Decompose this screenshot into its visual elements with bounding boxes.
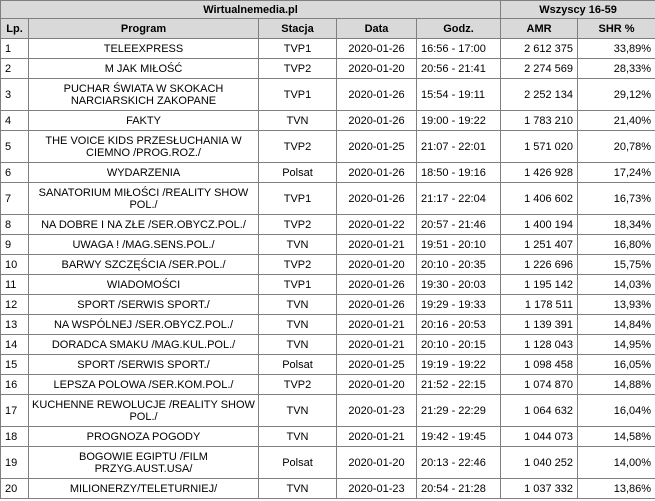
cell-godz: 20:13 - 22:46 [417,447,501,479]
table-row [1,375,655,395]
cell-godz: 20:10 - 20:35 [417,255,501,275]
cell-program: UWAGA ! /MAG.SENS.POL./ [29,235,259,255]
cell-program: PUCHAR ŚWIATA W SKOKACH NARCIARSKICH ZAKOPANE [29,79,259,111]
cell-godz: 21:52 - 22:15 [417,375,501,395]
cell-godz: 20:10 - 20:15 [417,335,501,355]
cell-stacja: TVP2 [259,215,337,235]
cell-godz: 15:54 - 19:11 [417,79,501,111]
column-header-row [1,19,655,39]
cell-lp: 5 [1,131,29,163]
cell-data: 2020-01-26 [337,295,417,315]
cell-shr: 16,80% [578,235,655,255]
source-header-row [1,1,655,19]
table-row [1,479,655,499]
cell-stacja: TVN [259,395,337,427]
table-row [1,111,655,131]
table-row [1,335,655,355]
cell-amr: 1 098 458 [501,355,578,375]
cell-program: MILIONERZY/TELETURNIEJ/ [29,479,259,499]
cell-amr: 1 037 332 [501,479,578,499]
cell-stacja: TVN [259,295,337,315]
cell-lp: 15 [1,355,29,375]
cell-data: 2020-01-20 [337,59,417,79]
cell-shr: 29,12% [578,79,655,111]
cell-data: 2020-01-20 [337,255,417,275]
cell-amr: 2 612 375 [501,39,578,59]
cell-lp: 11 [1,275,29,295]
cell-data: 2020-01-26 [337,275,417,295]
col-header-data: Data [337,19,417,39]
cell-godz: 20:16 - 20:53 [417,315,501,335]
cell-lp: 6 [1,163,29,183]
cell-program: FAKTY [29,111,259,131]
cell-data: 2020-01-26 [337,183,417,215]
cell-lp: 3 [1,79,29,111]
cell-amr: 1 251 407 [501,235,578,255]
cell-stacja: TVP1 [259,79,337,111]
cell-program: SPORT /SERWIS SPORT./ [29,355,259,375]
cell-data: 2020-01-21 [337,235,417,255]
col-header-program: Program [29,19,259,39]
table-row [1,39,655,59]
cell-data: 2020-01-21 [337,315,417,335]
table-row [1,255,655,275]
table-row [1,355,655,375]
cell-program: LEPSZA POLOWA /SER.KOM.POL./ [29,375,259,395]
cell-stacja: TVP2 [259,131,337,163]
cell-amr: 1 044 073 [501,427,578,447]
cell-shr: 21,40% [578,111,655,131]
cell-program: PROGNOZA POGODY [29,427,259,447]
cell-amr: 1 128 043 [501,335,578,355]
cell-amr: 1 074 870 [501,375,578,395]
cell-lp: 1 [1,39,29,59]
cell-lp: 7 [1,183,29,215]
cell-data: 2020-01-25 [337,355,417,375]
cell-data: 2020-01-22 [337,215,417,235]
table-row [1,275,655,295]
cell-data: 2020-01-26 [337,111,417,131]
cell-data: 2020-01-20 [337,375,417,395]
cell-shr: 14,88% [578,375,655,395]
cell-godz: 19:30 - 20:03 [417,275,501,295]
cell-program: NA WSPÓLNEJ /SER.OBYCZ.POL./ [29,315,259,335]
table-row [1,163,655,183]
cell-shr: 14,95% [578,335,655,355]
cell-godz: 19:42 - 19:45 [417,427,501,447]
cell-shr: 15,75% [578,255,655,275]
cell-shr: 14,03% [578,275,655,295]
cell-amr: 1 571 020 [501,131,578,163]
cell-shr: 16,73% [578,183,655,215]
cell-data: 2020-01-23 [337,395,417,427]
cell-program: M JAK MIŁOŚĆ [29,59,259,79]
col-header-stacja: Stacja [259,19,337,39]
table-row [1,183,655,215]
cell-stacja: Polsat [259,355,337,375]
cell-godz: 16:56 - 17:00 [417,39,501,59]
cell-godz: 20:57 - 21:46 [417,215,501,235]
cell-amr: 1 064 632 [501,395,578,427]
col-header-amr: AMR [501,19,578,39]
cell-shr: 16,04% [578,395,655,427]
cell-program: NA DOBRE I NA ZŁE /SER.OBYCZ.POL./ [29,215,259,235]
cell-data: 2020-01-21 [337,335,417,355]
cell-stacja: TVN [259,427,337,447]
cell-shr: 16,05% [578,355,655,375]
cell-stacja: TVN [259,111,337,131]
cell-stacja: TVP2 [259,59,337,79]
cell-amr: 1 426 928 [501,163,578,183]
cell-shr: 28,33% [578,59,655,79]
cell-amr: 1 783 210 [501,111,578,131]
cell-lp: 14 [1,335,29,355]
table-row [1,447,655,479]
cell-godz: 20:54 - 21:28 [417,479,501,499]
cell-lp: 2 [1,59,29,79]
cell-amr: 1 040 252 [501,447,578,479]
cell-lp: 20 [1,479,29,499]
cell-lp: 18 [1,427,29,447]
cell-program: WIADOMOŚCI [29,275,259,295]
cell-lp: 10 [1,255,29,275]
cell-lp: 9 [1,235,29,255]
cell-program: BARWY SZCZĘŚCIA /SER.POL./ [29,255,259,275]
cell-shr: 13,86% [578,479,655,499]
cell-stacja: TVN [259,479,337,499]
cell-stacja: TVN [259,335,337,355]
cell-shr: 33,89% [578,39,655,59]
cell-godz: 19:51 - 20:10 [417,235,501,255]
table-row [1,295,655,315]
cell-shr: 18,34% [578,215,655,235]
table-row [1,315,655,335]
cell-program: SPORT /SERWIS SPORT./ [29,295,259,315]
col-header-shr: SHR % [578,19,655,39]
cell-program: WYDARZENIA [29,163,259,183]
cell-lp: 13 [1,315,29,335]
cell-godz: 21:17 - 22:04 [417,183,501,215]
cell-amr: 1 139 391 [501,315,578,335]
cell-amr: 2 274 569 [501,59,578,79]
cell-data: 2020-01-23 [337,479,417,499]
cell-program: THE VOICE KIDS PRZESŁUCHANIA W CIEMNO /PROG.ROZ./ [29,131,259,163]
cell-amr: 1 178 511 [501,295,578,315]
cell-stacja: TVN [259,235,337,255]
table-row [1,59,655,79]
table-row [1,395,655,427]
cell-stacja: TVN [259,315,337,335]
cell-shr: 17,24% [578,163,655,183]
cell-program: TELEEXPRESS [29,39,259,59]
col-header-godz: Godz. [417,19,501,39]
cell-amr: 1 400 194 [501,215,578,235]
cell-lp: 8 [1,215,29,235]
cell-stacja: TVP2 [259,255,337,275]
cell-shr: 14,84% [578,315,655,335]
cell-godz: 21:07 - 22:01 [417,131,501,163]
table-row [1,427,655,447]
table-row [1,215,655,235]
cell-program: SANATORIUM MIŁOŚCI /REALITY SHOW POL./ [29,183,259,215]
table-row [1,131,655,163]
cell-stacja: TVP1 [259,39,337,59]
col-header-lp: Lp. [1,19,29,39]
cell-program: BOGOWIE EGIPTU /FILM PRZYG.AUST.USA/ [29,447,259,479]
cell-godz: 19:29 - 19:33 [417,295,501,315]
cell-data: 2020-01-26 [337,79,417,111]
cell-shr: 20,78% [578,131,655,163]
cell-lp: 4 [1,111,29,131]
cell-data: 2020-01-26 [337,163,417,183]
cell-godz: 20:56 - 21:41 [417,59,501,79]
cell-godz: 18:50 - 19:16 [417,163,501,183]
cell-stacja: TVP1 [259,275,337,295]
cell-stacja: TVP1 [259,183,337,215]
cell-data: 2020-01-25 [337,131,417,163]
cell-stacja: Polsat [259,447,337,479]
cell-godz: 21:29 - 22:29 [417,395,501,427]
cell-lp: 19 [1,447,29,479]
cell-lp: 17 [1,395,29,427]
audience-group-label: Wszyscy 16-59 [501,1,655,19]
cell-program: DORADCA SMAKU /MAG.KUL.POL./ [29,335,259,355]
cell-data: 2020-01-21 [337,427,417,447]
source-label: Wirtualnemedia.pl [1,1,501,19]
cell-shr: 14,00% [578,447,655,479]
cell-stacja: TVP2 [259,375,337,395]
cell-amr: 1 195 142 [501,275,578,295]
cell-program: KUCHENNE REWOLUCJE /REALITY SHOW POL./ [29,395,259,427]
cell-godz: 19:19 - 19:22 [417,355,501,375]
cell-shr: 14,58% [578,427,655,447]
cell-amr: 1 226 696 [501,255,578,275]
table-row [1,79,655,111]
table-row [1,235,655,255]
cell-stacja: Polsat [259,163,337,183]
cell-data: 2020-01-20 [337,447,417,479]
cell-data: 2020-01-26 [337,39,417,59]
cell-godz: 19:00 - 19:22 [417,111,501,131]
cell-amr: 2 252 134 [501,79,578,111]
cell-amr: 1 406 602 [501,183,578,215]
cell-lp: 16 [1,375,29,395]
cell-lp: 12 [1,295,29,315]
cell-shr: 13,93% [578,295,655,315]
